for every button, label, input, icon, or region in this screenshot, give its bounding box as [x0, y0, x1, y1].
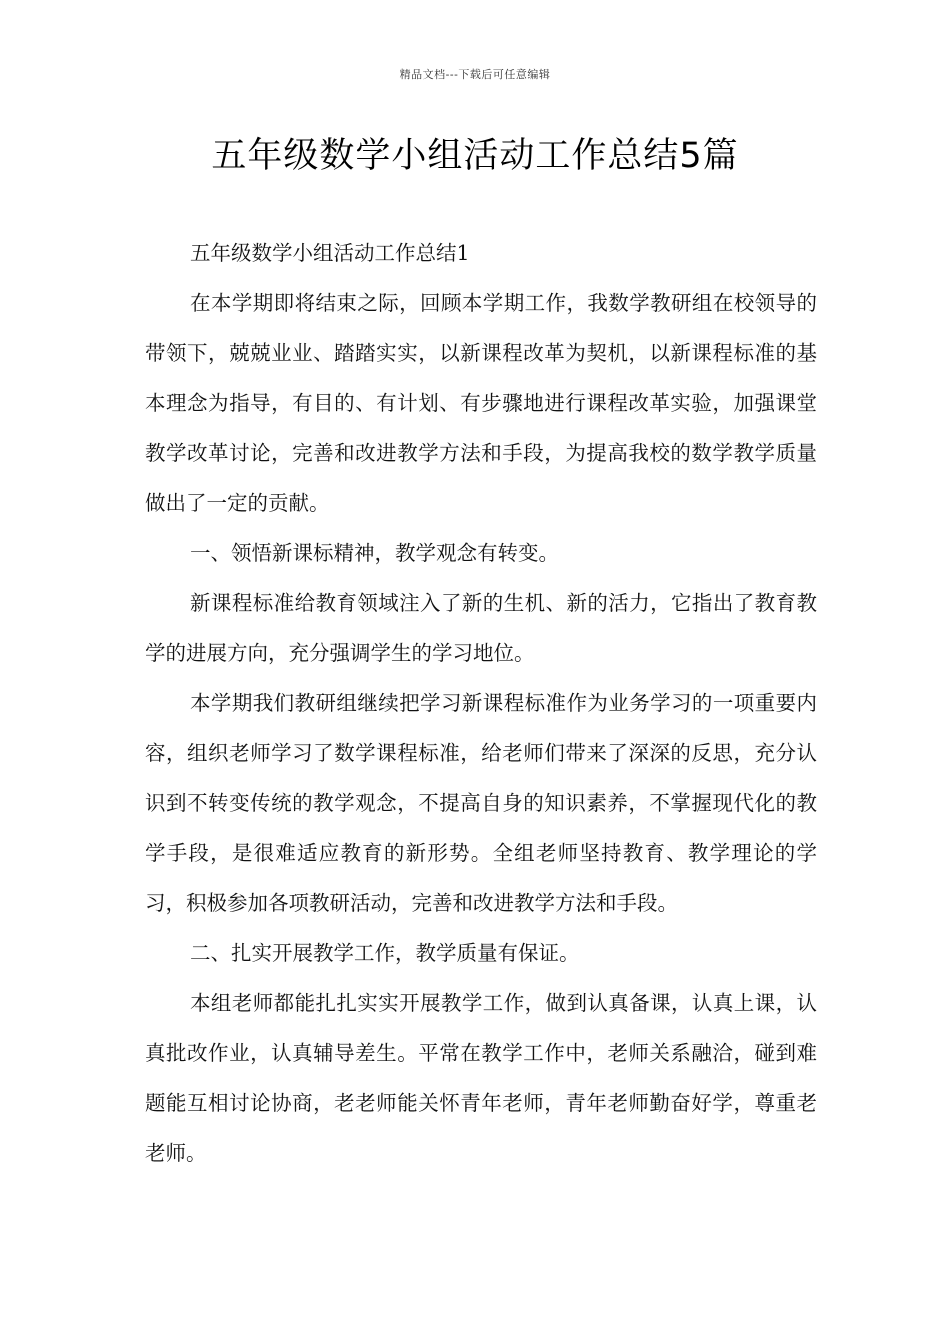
body-paragraph: 本学期我们教研组继续把学习新课程标准作为业务学习的一项重要内容，组织老师学习了数学课程标准，给老师们带来了深深的反思，充分认识到不转变传统的教学观念，不提高自身的知识素养，不掌握现代化的教学手段，是很难适应教育的新形势。全组老师坚持教育、教学理论的学习，积极参加各项教研活动，完善和改进教学方法和手段。 [145, 691, 817, 915]
section-heading: 二、扎实开展教学工作，教学质量有保证。 [190, 941, 580, 965]
body-paragraph: 新课程标准给教育领域注入了新的生机、新的活力，它指出了教育教学的进展方向，充分强调学生的学习地位。 [145, 591, 817, 665]
body-paragraph: 在本学期即将结束之际，回顾本学期工作，我数学教研组在校领导的带领下，兢兢业业、踏踏实实，以新课程改革为契机，以新课程标准的基本理念为指导，有目的、有计划、有步骤地进行课程改革实验，加强课堂教学改革讨论，完善和改进教学方法和手段，为提高我校的数学教学质量做出了一定的贡献。 [145, 291, 817, 515]
section-heading: 一、领悟新课标精神，教学观念有转变。 [190, 541, 559, 565]
document-title: 五年级数学小组活动工作总结5篇 [211, 136, 739, 176]
body-paragraph: 本组老师都能扎扎实实开展教学工作，做到认真备课，认真上课，认真批改作业，认真辅导差生。平常在教学工作中，老师关系融洽，碰到难题能互相讨论协商，老老师能关怀青年老师，青年老师勤奋好学，尊重老老师。 [145, 991, 817, 1165]
header-note: 精品文档---下载后可任意编辑 [399, 68, 551, 81]
document-body [145, 228, 817, 1178]
section-heading: 五年级数学小组活动工作总结1 [190, 241, 470, 265]
